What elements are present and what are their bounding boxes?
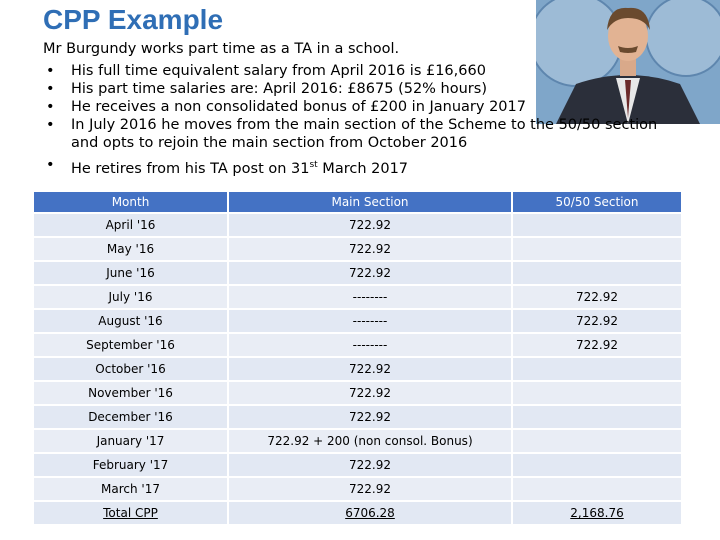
bullet-dot: •: [46, 117, 55, 133]
bullet-dot: •: [46, 81, 55, 97]
table-row: April '16 722.92: [34, 214, 681, 236]
bullet-dot: •: [46, 99, 55, 115]
total-label: Total CPP: [34, 502, 227, 524]
header-5050-section: 50/50 Section: [513, 192, 681, 212]
slide-title: CPP Example: [43, 4, 224, 35]
table-row: February '17 722.92: [34, 454, 681, 476]
table-row: January '17 722.92 + 200 (non consol. Bonus): [34, 430, 681, 452]
bullet-item: • In July 2016 he moves from the main section of the Scheme to the 50/50 section and opts to rejoin the main section from October 2016: [46, 117, 658, 151]
table-row: August '16 -------- 722.92: [34, 310, 681, 332]
bullet-dot: •: [46, 63, 55, 79]
total-main: 6706.28: [229, 502, 511, 524]
table-header-row: [34, 192, 681, 212]
table-row: March '17 722.92: [34, 478, 681, 500]
bullet-list: [43, 62, 683, 178]
total-row: [34, 502, 681, 524]
header-month: Month: [34, 192, 227, 212]
table-row: December '16 722.92: [34, 406, 681, 428]
bullet-item: • His full time equivalent salary from April 2016 is £16,660: [46, 63, 486, 79]
bullet-item: • He retires from his TA post on 31st March 2017: [46, 157, 409, 177]
table-row: November '16 722.92: [34, 382, 681, 404]
table-row: June '16 722.92: [34, 262, 681, 284]
cpp-table: [32, 190, 683, 526]
bullet-dot: •: [46, 157, 55, 173]
table-row: July '16 -------- 722.92: [34, 286, 681, 308]
table-row: May '16 722.92: [34, 238, 681, 260]
bullet-item: • His part time salaries are: April 2016: £8675 (52% hours): [46, 81, 487, 97]
table-row: October '16 722.92: [34, 358, 681, 380]
header-main-section: Main Section: [229, 192, 511, 212]
table-row: September '16 -------- 722.92: [34, 334, 681, 356]
intro-text: Mr Burgundy works part time as a TA in a school.: [43, 41, 400, 57]
bullet-item: • He receives a non consolidated bonus of £200 in January 2017: [46, 99, 526, 115]
total-5050: 2,168.76: [513, 502, 681, 524]
